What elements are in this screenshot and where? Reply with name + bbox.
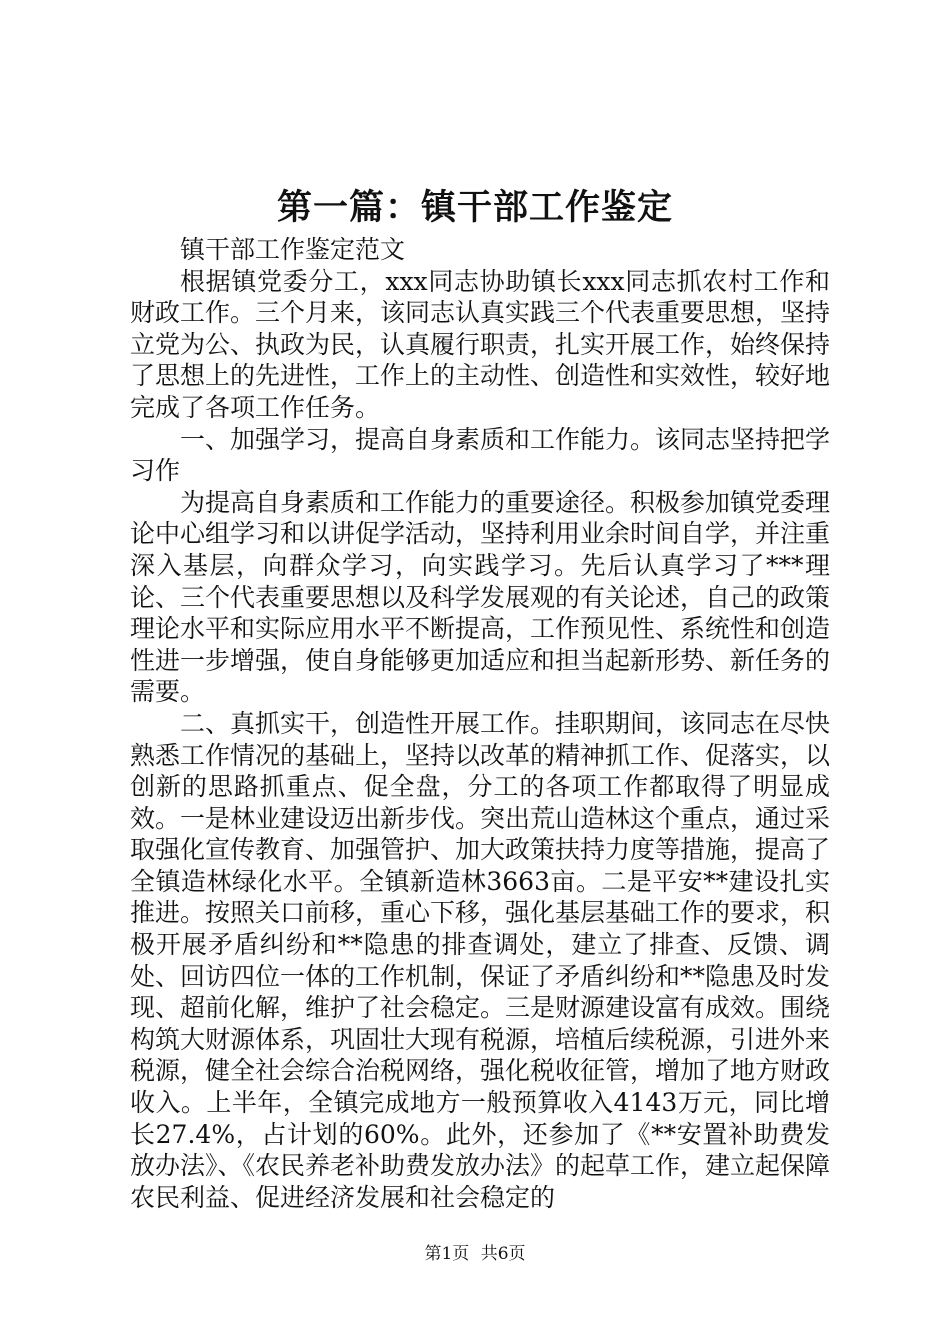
paragraph-section-two: 二、真抓实干，创造性开展工作。挂职期间，该同志在尽快熟悉工作情况的基础上，坚持以改革的精神抓工作、促落实，以创新的思路抓重点、促全盘，分工的各项工作都取得了明显成效。一是林业建设迈出新步伐。突出荒山造林这个重点，通过采取强化宣传教育、加强管护、加大政策扶持力度等措施，提高了全镇造林绿化水平。全镇新造林3663亩。二是平安**建设扎实推进。按照关口前移，重心下移，强化基层基础工作的要求，积极开展矛盾纠纷和**隐患的排查调处，建立了排查、反馈、调处、回访四位一体的工作机制，保证了矛盾纠纷和**隐患及时发现、超前化解，维护了社会稳定。三是财源建设富有成效。围绕构筑大财源体系，巩固壮大现有税源，培植后续税源，引进外来税源，健全社会综合治税网络，强化税收征管，增加了地方财政收入。上半年，全镇完成地方一般预算收入4143万元，同比增长27.4%，占计划的60%。此外，还参加了《**安置补助费发放办法》、《农民养老补助费发放办法》的起草工作，建立起保障农民利益、促进经济发展和社会稳定的 bbox=[130, 708, 831, 1212]
page-footer bbox=[0, 1243, 950, 1265]
paragraph-section-one-body: 为提高自身素质和工作能力的重要途径。积极参加镇党委理论中心组学习和以讲促学活动，坚持利用业余时间自学，并注重深入基层，向群众学习，向实践学习。先后认真学习了***理论、三个代表重要思想以及科学发展观的有关论述，自己的政策理论水平和实际应用水平不断提高，工作预见性、系统性和创造性进一步增强，使自身能够更加适应和担当起新形势、新任务的需要。 bbox=[130, 487, 831, 707]
document-body bbox=[130, 234, 830, 1213]
page-total: 共6页 bbox=[480, 1244, 526, 1264]
paragraph-intro: 根据镇党委分工，xxx同志协助镇长xxx同志抓农村工作和财政工作。三个月来，该同志认真实践三个代表重要思想，坚持立党为公、执政为民，认真履行职责，扎实开展工作，始终保持了思想上的先进性，工作上的主动性、创造性和实效性，较好地完成了各项工作任务。 bbox=[130, 266, 831, 422]
paragraph-subtitle: 镇干部工作鉴定范文 bbox=[180, 235, 406, 264]
document-title: 第一篇：镇干部工作鉴定 bbox=[276, 187, 673, 228]
paragraph-section-one-heading: 一、加强学习，提高自身素质和工作能力。该同志坚持把学习作 bbox=[130, 424, 831, 486]
page-number: 第1页 bbox=[424, 1244, 470, 1264]
